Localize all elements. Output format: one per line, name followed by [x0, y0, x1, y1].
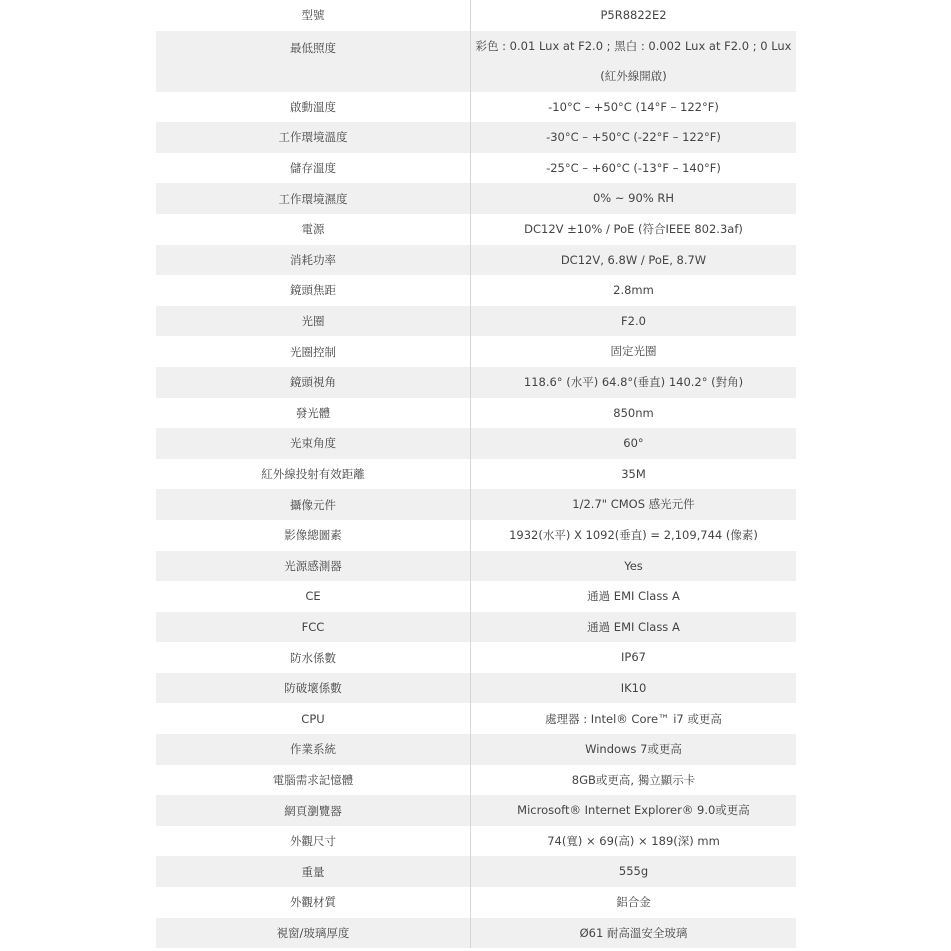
spec-label: 作業系統	[290, 742, 336, 757]
spec-label: 光圈	[301, 314, 325, 329]
spec-row-waterproof	[156, 642, 796, 673]
spec-label: 重量	[301, 864, 325, 879]
spec-value: IP67	[621, 650, 646, 665]
spec-label: 工作環境濕度	[278, 191, 348, 206]
spec-value: Ø61 耐高溫安全玻璃	[579, 925, 688, 940]
spec-value: 通過 EMI Class A	[587, 619, 680, 634]
spec-row-startup-temp	[156, 92, 796, 123]
spec-value: 通過 EMI Class A	[587, 589, 680, 604]
spec-row-aperture	[156, 306, 796, 337]
spec-value: 74(寬) × 69(高) × 189(深) mm	[547, 833, 720, 848]
spec-label: 鏡頭焦距	[290, 283, 336, 298]
spec-value: 35M	[621, 466, 646, 481]
spec-value: 850nm	[613, 405, 654, 420]
spec-label: 電腦需求記憶體	[272, 772, 354, 787]
spec-label: 網頁瀏覽器	[284, 803, 342, 818]
spec-value: 鋁合金	[616, 895, 651, 910]
spec-row-min-illumination	[156, 31, 796, 92]
spec-value: Yes	[624, 558, 643, 573]
spec-label: 工作環境溫度	[278, 130, 348, 145]
spec-row-illuminator	[156, 398, 796, 429]
spec-label: 視窗/玻璃厚度	[276, 925, 350, 940]
spec-label: 防水係數	[290, 650, 336, 665]
spec-row-humidity	[156, 183, 796, 214]
spec-label: 外觀尺寸	[290, 834, 336, 849]
spec-value: Windows 7或更高	[585, 742, 682, 757]
spec-value: 1/2.7" CMOS 感光元件	[572, 497, 695, 512]
spec-value: -10°C – +50°C (14°F – 122°F)	[548, 99, 719, 114]
spec-row-vandal-proof	[156, 673, 796, 704]
spec-value: 固定光圈	[610, 344, 657, 359]
spec-label: 紅外線投射有效距離	[261, 467, 365, 482]
spec-table	[156, 0, 796, 948]
spec-row-os	[156, 734, 796, 765]
spec-row-operating-temp	[156, 122, 796, 153]
spec-row-fcc	[156, 612, 796, 643]
spec-value: P5R8822E2	[600, 8, 667, 23]
spec-row-total-pixels	[156, 520, 796, 551]
spec-value: 2.8mm	[613, 283, 654, 298]
spec-label: CPU	[301, 711, 325, 726]
spec-label: 最低照度	[290, 40, 336, 55]
spec-row-memory	[156, 765, 796, 796]
spec-value: 555g	[618, 864, 649, 879]
spec-row-field-of-view	[156, 367, 796, 398]
spec-row-weight	[156, 856, 796, 887]
spec-label: 攝像元件	[290, 497, 336, 512]
spec-row-storage-temp	[156, 153, 796, 184]
spec-label: FCC	[301, 619, 325, 634]
spec-row-power	[156, 214, 796, 245]
spec-value: IK10	[620, 680, 647, 695]
spec-value: -25°C – +60°C (-13°F – 140°F)	[546, 160, 721, 175]
spec-label: 電源	[301, 222, 325, 237]
spec-label: 光束角度	[290, 436, 336, 451]
spec-row-ir-distance	[156, 459, 796, 490]
spec-row-material	[156, 887, 796, 918]
spec-value: 1932(水平) X 1092(垂直) = 2,109,744 (像素)	[509, 527, 758, 542]
spec-label: 防破壞係數	[284, 681, 342, 696]
spec-value: 0% ~ 90% RH	[592, 191, 675, 206]
spec-value: 8GB或更高, 獨立顯示卡	[571, 772, 696, 787]
spec-row-image-sensor	[156, 489, 796, 520]
spec-label: 光圈控制	[290, 344, 336, 359]
spec-label: 外觀材質	[290, 895, 336, 910]
spec-label: 啟動溫度	[290, 99, 336, 114]
spec-row-model	[156, 0, 796, 31]
spec-label: 光源感測器	[284, 558, 342, 573]
spec-value: DC12V, 6.8W / PoE, 8.7W	[560, 252, 707, 267]
spec-value: DC12V ±10% / PoE (符合IEEE 802.3af)	[524, 222, 743, 237]
spec-value: 彩色 : 0.01 Lux at F2.0 ; 黑白 : 0.002 Lux at F2.0 ; 0 Lux (紅外線開啟)	[475, 38, 792, 84]
spec-row-window-glass	[156, 918, 796, 949]
spec-row-ce	[156, 581, 796, 612]
spec-value: 60°	[623, 436, 644, 451]
spec-value: -30°C – +50°C (-22°F – 122°F)	[546, 130, 721, 145]
spec-label: 鏡頭視角	[290, 375, 336, 390]
spec-row-light-sensor	[156, 551, 796, 582]
spec-label: CE	[305, 589, 321, 604]
spec-value: 118.6° (水平) 64.8°(垂直) 140.2° (對角)	[523, 374, 744, 389]
spec-row-cpu	[156, 703, 796, 734]
spec-label: 影像總圖素	[284, 528, 342, 543]
spec-value: 處理器 : Intel® Core™ i7 或更高	[545, 711, 722, 726]
spec-label: 儲存溫度	[290, 161, 336, 176]
spec-value: Microsoft® Internet Explorer® 9.0或更高	[517, 803, 750, 818]
spec-row-dimensions	[156, 826, 796, 857]
spec-label: 消耗功率	[290, 252, 336, 267]
spec-row-browser	[156, 795, 796, 826]
spec-label: 型號	[301, 8, 325, 23]
spec-row-iris-control	[156, 336, 796, 367]
spec-row-focal-length	[156, 275, 796, 306]
spec-label: 發光體	[295, 405, 331, 420]
spec-value: F2.0	[621, 313, 646, 328]
spec-row-beam-angle	[156, 428, 796, 459]
spec-row-power-consumption	[156, 245, 796, 276]
